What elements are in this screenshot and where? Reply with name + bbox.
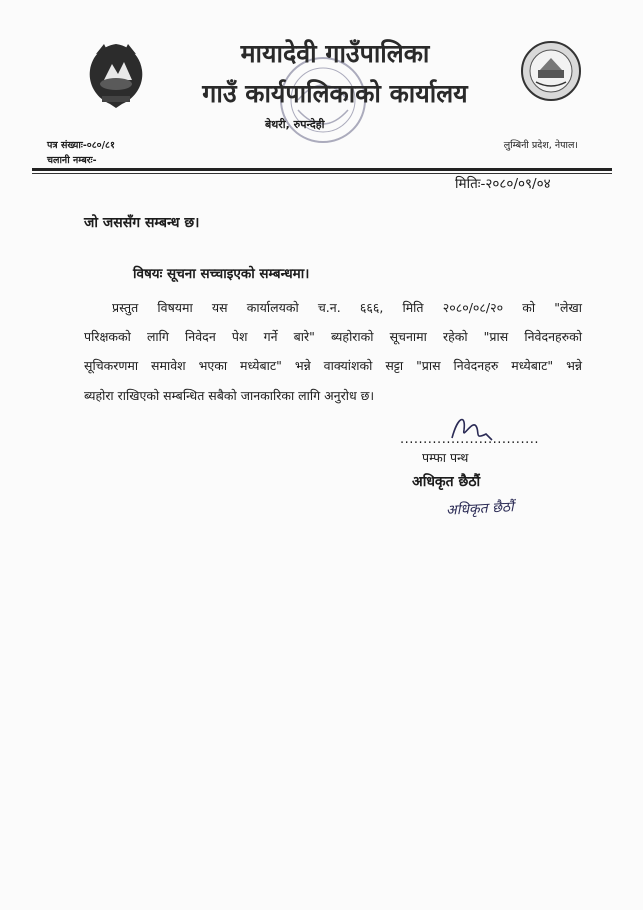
- signature-line: ..............................: [400, 432, 539, 447]
- municipality-title: मायादेवी गाउँपालिका: [240, 39, 430, 68]
- dispatch-number: चलानी नम्बरः-: [47, 155, 97, 166]
- signer-title: अधिकृत छैठौं: [412, 474, 481, 490]
- office-title: गाउँ कार्यपालिकाको कार्यालय: [202, 79, 468, 108]
- province-label: लुम्बिनी प्रदेश, नेपाल।: [503, 140, 578, 151]
- body-line: सूचिकरणमा समावेश भएका मध्येबाट" भन्ने वाक्यांशको सट्टा "प्रास निवेदनहरु मध्येबाट" भन्ने: [84, 358, 582, 373]
- subject-line: विषयः सूचना सच्चाइएको सम्बन्धमा।: [133, 266, 310, 282]
- letter-number: पत्र संख्याः-०८०/८१: [47, 140, 115, 151]
- letter-date: मितिः-२०८०/०९/०४: [455, 176, 551, 192]
- municipality-seal-icon: [520, 40, 582, 102]
- body-line: परिक्षकको लागि निवेदन पेश गर्ने बारे" ब्यहोराको सूचनामा रहेको "प्रास निवेदनहरुको: [84, 329, 582, 344]
- body-line: ब्यहोरा राखिएको सम्बन्धित सबैको जानकारिका लागि अनुरोध छ।: [84, 388, 375, 403]
- office-address: बेथरी, रुपन्देही: [265, 118, 325, 131]
- body-line: प्रस्तुत विषयमा यस कार्यालयको च.न. ६६६, मिति २०८०/०८/२० को "लेखा: [112, 300, 582, 315]
- nepal-government-emblem-icon: [82, 40, 150, 112]
- header-divider: [32, 168, 612, 171]
- signer-name: पम्फा पन्थ: [422, 450, 469, 465]
- handwritten-title: अधिकृत छैठौं: [445, 499, 515, 519]
- salutation: जो जससँग सम्बन्ध छ।: [84, 215, 200, 231]
